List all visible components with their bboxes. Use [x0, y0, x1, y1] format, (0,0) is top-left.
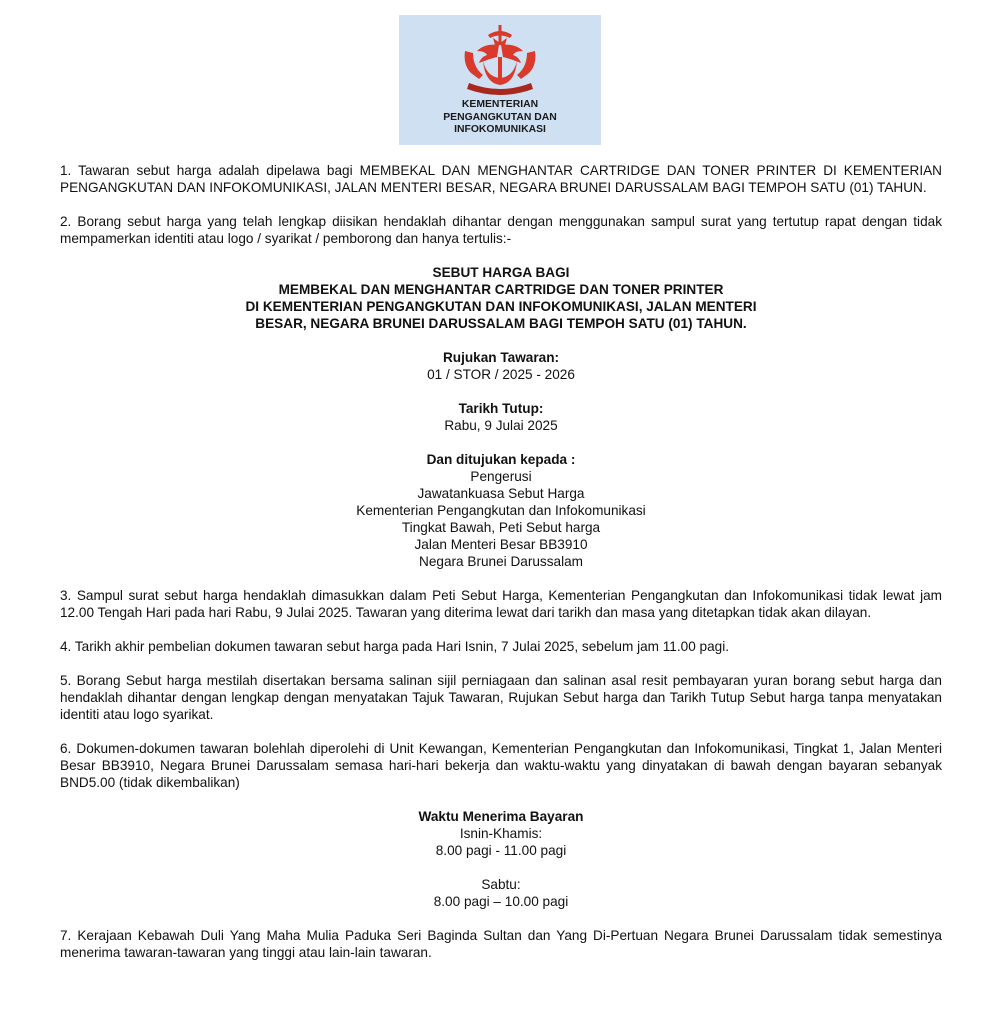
weekday-hours: 8.00 pagi - 11.00 pagi [435, 843, 567, 858]
ministry-logo [399, 15, 601, 145]
payment-title: Waktu Menerima Bayaran [418, 809, 584, 824]
paragraph-1: 1. Tawaran sebut harga adalah dipelawa bagi MEMBEKAL DAN MENGHANTAR CARTRIDGE DAN TONER PRINTER DI KEMENTERIAN PENGANGKUTAN DAN INFOKOMUNIKASI, JALAN MENTERI BESAR, NEGARA BRUNEI DARUSSALAM BAGI TEMPOH SATU (01) TAHUN. [60, 163, 942, 195]
paragraph-7: 7. Kerajaan Kebawah Duli Yang Maha Mulia Paduka Seri Baginda Sultan dan Yang Di-Pertuan Negara Brunei Darussalam tidak semestinya menerima tawaran-tawaran yang tinggi atau lain-lain tawaran. [60, 928, 942, 960]
logo-wordmark [399, 99, 601, 137]
saturday-hours: 8.00 pagi – 10.00 pagi [433, 894, 569, 909]
heading-line: DI KEMENTERIAN PENGANGKUTAN DAN INFOKOMUNIKASI, JALAN MENTERI [245, 299, 757, 314]
saturday-label: Sabtu: [481, 877, 521, 892]
address-line: Jalan Menteri Besar BB3910 [414, 537, 588, 552]
addressee-block [60, 451, 942, 570]
addressee-label: Dan ditujukan kepada : [426, 452, 576, 467]
heading-line: MEMBEKAL DAN MENGHANTAR CARTRIDGE DAN TONER PRINTER [278, 282, 724, 297]
address-line: Negara Brunei Darussalam [419, 554, 583, 569]
address-line: Kementerian Pengangkutan dan Infokomunikasi [356, 503, 646, 518]
closing-date-block [60, 400, 942, 434]
logo-line: INFOKOMUNIKASI [454, 124, 546, 135]
logo-line: PENGANGKUTAN DAN [443, 111, 557, 123]
paragraph-4: 4. Tarikh akhir pembelian dokumen tawaran sebut harga pada Hari Isnin, 7 Julai 2025, sebelum jam 11.00 pagi. [60, 639, 730, 654]
heading-line: SEBUT HARGA BAGI [432, 265, 570, 280]
document-body [60, 162, 942, 978]
address-line: Tingkat Bawah, Peti Sebut harga [401, 520, 601, 535]
weekday-label: Isnin-Khamis: [459, 826, 543, 841]
reference-label: Rujukan Tawaran: [442, 350, 560, 365]
paragraph-3: 3. Sampul surat sebut harga hendaklah dimasukkan dalam Peti Sebut Harga, Kementerian Pengangkutan dan Infokomunikasi tidak lewat jam 12.00 Tengah Hari pada hari Rabu, 9 Julai 2025. Tawaran yang diterima lewat dari tarikh dan masa yang ditetapkan tidak akan dilayan. [60, 588, 942, 620]
closing-date-value: Rabu, 9 Julai 2025 [444, 418, 558, 433]
paragraph-5: 5. Borang Sebut harga mestilah disertakan bersama salinan sijil perniagaan dan salinan asal resit pembayaran yuran borang sebut harga dan hendaklah dihantar dengan lengkap dengan menyatakan Tajuk Tawaran, Rujukan Sebut harga dan Tarikh Tutup Sebut harga tanpa menyatakan identiti atau logo syarikat. [60, 673, 942, 722]
address-line: Jawatankuasa Sebut Harga [417, 486, 585, 501]
paragraph-6: 6. Dokumen-dokumen tawaran bolehlah diperolehi di Unit Kewangan, Kementerian Pengangkutan dan Infokomunikasi, Tingkat 1, Jalan Menteri Besar BB3910, Negara Brunei Darussalam semasa hari-hari bekerja dan waktu-waktu yang dinyatakan di bawah dengan bayaran sebanyak BND5.00 (tidak dikembalikan) [60, 741, 942, 790]
reference-block [60, 349, 942, 383]
reference-value: 01 / STOR / 2025 - 2026 [427, 367, 575, 382]
envelope-heading [60, 264, 942, 332]
address-line: Pengerusi [470, 469, 532, 484]
payment-hours-saturday [60, 876, 942, 910]
brunei-crest-icon [455, 21, 545, 101]
closing-date-label: Tarikh Tutup: [458, 401, 544, 416]
heading-line: BESAR, NEGARA BRUNEI DARUSSALAM BAGI TEMPOH SATU (01) TAHUN. [255, 316, 747, 331]
paragraph-2: 2. Borang sebut harga yang telah lengkap diisikan hendaklah dihantar dengan menggunakan sampul surat yang tertutup rapat dengan tidak mempamerkan identiti atau logo / syarikat / pemborong dan hanya tertulis:- [60, 214, 942, 246]
logo-line: KEMENTERIAN [461, 99, 539, 110]
payment-hours-weekday [60, 808, 942, 859]
